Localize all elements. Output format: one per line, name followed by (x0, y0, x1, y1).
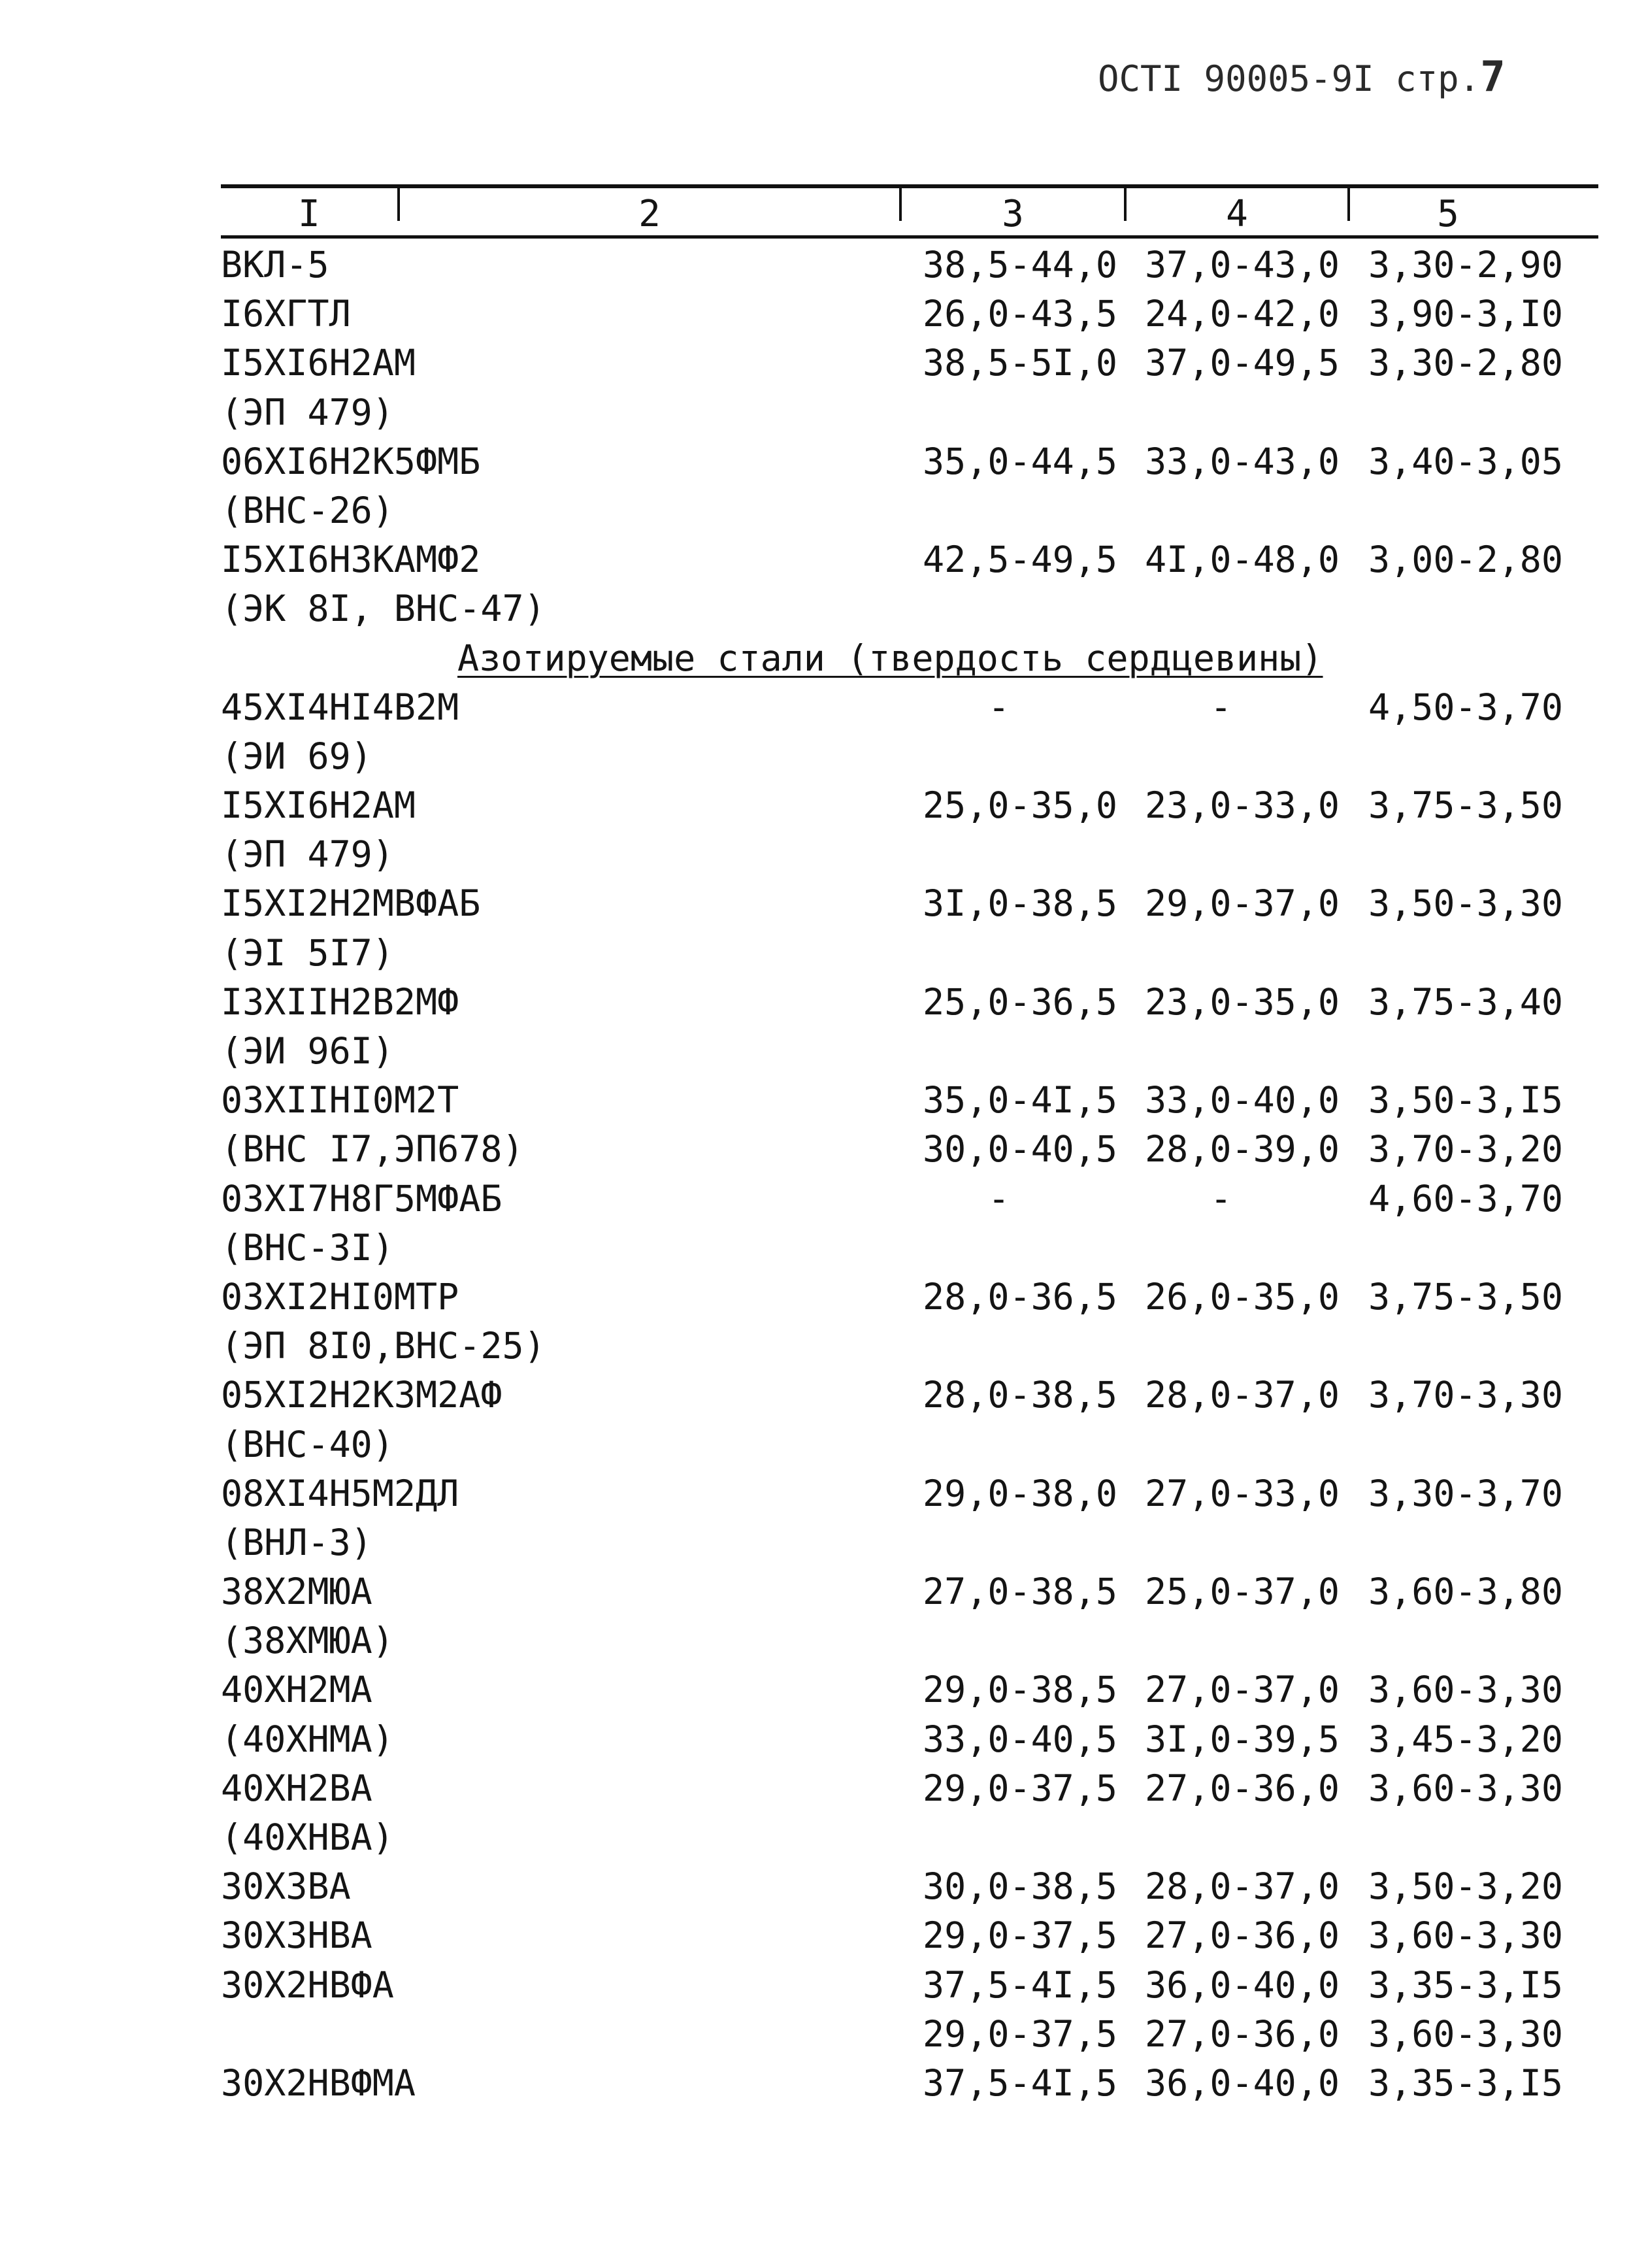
steel-grade-cell: (ЭП 479) (221, 833, 394, 876)
steel-grade-cell: (ВНС-26) (221, 489, 394, 531)
col3-value-cell: - (988, 686, 1010, 728)
col5-value-cell: 3,75-3,50 (1368, 1275, 1564, 1318)
col4-value-cell: - (1210, 686, 1232, 728)
table-row (0, 535, 1631, 584)
steel-grade-cell: I5ХI6Н2АМ (221, 342, 416, 384)
table-row (0, 929, 1631, 978)
column-header-2: 2 (638, 193, 661, 235)
steel-grade-cell: 08ХI4Н5М2ДЛ (221, 1472, 459, 1514)
col5-value-cell: 3,60-3,30 (1368, 1767, 1564, 1809)
table-row (0, 781, 1631, 830)
table-row (0, 437, 1631, 486)
table-row (0, 290, 1631, 339)
steel-grade-cell: 03ХI7Н8Г5МФАБ (221, 1177, 502, 1220)
steel-grade-cell: 30Х2НВФМА (221, 2061, 416, 2104)
col3-value-cell: 29,0-37,5 (923, 2012, 1118, 2055)
col3-value-cell: 25,0-36,5 (923, 980, 1118, 1023)
col4-value-cell: 26,0-35,0 (1145, 1275, 1340, 1318)
section-heading-row (0, 634, 1631, 683)
steel-grade-cell: (40ХНВА) (221, 1816, 394, 1858)
table-row (0, 1616, 1631, 1665)
table-row (0, 1027, 1631, 1076)
col3-value-cell: 33,0-40,5 (923, 1718, 1118, 1760)
table-row (0, 1224, 1631, 1273)
col3-value-cell: 26,0-43,5 (923, 293, 1118, 335)
col3-value-cell: 42,5-49,5 (923, 539, 1118, 581)
col4-value-cell: 27,0-33,0 (1145, 1472, 1340, 1514)
table-row (0, 2059, 1631, 2108)
col3-value-cell: - (988, 1177, 1010, 1220)
col3-value-cell: 29,0-37,5 (923, 1914, 1118, 1957)
col4-value-cell: 4I,0-48,0 (1145, 539, 1340, 581)
steel-grade-cell: (ВНС-40) (221, 1423, 394, 1465)
col3-value-cell: 38,5-5I,0 (923, 342, 1118, 384)
table-row (0, 241, 1631, 290)
col4-value-cell: 27,0-36,0 (1145, 1914, 1340, 1957)
col3-value-cell: 28,0-36,5 (923, 1275, 1118, 1318)
col5-value-cell: 3,60-3,30 (1368, 1669, 1564, 1711)
page-header (1098, 51, 1516, 103)
col4-value-cell: 23,0-33,0 (1145, 784, 1340, 827)
table-row (0, 1420, 1631, 1469)
steel-grade-cell: 40ХН2ВА (221, 1767, 372, 1809)
col5-value-cell: 3,30-2,80 (1368, 342, 1564, 384)
col5-value-cell: 3,45-3,20 (1368, 1718, 1564, 1760)
table-row (0, 388, 1631, 437)
col4-value-cell: 37,0-43,0 (1145, 244, 1340, 286)
col5-value-cell: 3,00-2,80 (1368, 539, 1564, 581)
steel-grade-cell: 40ХН2МА (221, 1669, 372, 1711)
steel-grade-cell: (ВНЛ-3) (221, 1521, 372, 1563)
steel-grade-cell: (ВНС I7,ЭП678) (221, 1128, 524, 1171)
col4-value-cell: 33,0-43,0 (1145, 440, 1340, 482)
steel-grade-cell: 45ХI4НI4В2М (221, 686, 459, 728)
col3-value-cell: 29,0-37,5 (923, 1767, 1118, 1809)
table-row (0, 830, 1631, 879)
col4-value-cell: 3I,0-39,5 (1145, 1718, 1340, 1760)
steel-grade-cell: (40ХНМА) (221, 1718, 394, 1760)
col3-value-cell: 38,5-44,0 (923, 244, 1118, 286)
table-row (0, 1175, 1631, 1224)
col3-value-cell: 3I,0-38,5 (923, 882, 1118, 925)
col4-value-cell: 25,0-37,0 (1145, 1571, 1340, 1613)
column-header-3: 3 (1002, 193, 1024, 235)
table-row (0, 1518, 1631, 1567)
col4-value-cell: 24,0-42,0 (1145, 293, 1340, 335)
col4-value-cell: 37,0-49,5 (1145, 342, 1340, 384)
table-row (0, 2010, 1631, 2059)
col5-value-cell: 3,60-3,30 (1368, 1914, 1564, 1957)
col5-value-cell: 3,30-3,70 (1368, 1472, 1564, 1514)
table-row (0, 1076, 1631, 1125)
col4-value-cell: 28,0-37,0 (1145, 1865, 1340, 1908)
col5-value-cell: 3,35-3,I5 (1368, 2061, 1564, 2104)
table-row (0, 1273, 1631, 1322)
steel-grade-cell: 03ХI2НI0МТР (221, 1275, 459, 1318)
table-row (0, 584, 1631, 633)
steel-grade-cell: (ЭП 479) (221, 391, 394, 433)
table-row (0, 1469, 1631, 1518)
steel-grade-cell: 30Х3ВА (221, 1865, 351, 1908)
table-row (0, 879, 1631, 928)
steel-grade-cell: I5ХI6Н2АМ (221, 784, 416, 827)
col3-value-cell: 37,5-4I,5 (923, 1963, 1118, 2006)
col3-value-cell: 29,0-38,0 (923, 1472, 1118, 1514)
steel-grade-cell: I5ХI2Н2МВФАБ (221, 882, 481, 925)
col3-value-cell: 35,0-44,5 (923, 440, 1118, 482)
column-header-1: I (298, 193, 320, 235)
col5-value-cell: 3,70-3,30 (1368, 1374, 1564, 1416)
col3-value-cell: 37,5-4I,5 (923, 2061, 1118, 2104)
col3-value-cell: 30,0-40,5 (923, 1128, 1118, 1171)
table-row (0, 978, 1631, 1027)
col4-value-cell: 28,0-39,0 (1145, 1128, 1340, 1171)
col3-value-cell: 25,0-35,0 (923, 784, 1118, 827)
steel-grade-cell: (ВНС-3I) (221, 1226, 394, 1269)
table-row (0, 1371, 1631, 1420)
column-header-5: 5 (1437, 193, 1459, 235)
steel-grade-cell: (ЭК 8I, ВНС-47) (221, 588, 546, 630)
table-row (0, 1567, 1631, 1616)
steel-grade-cell: 05ХI2Н2К3М2АФ (221, 1374, 502, 1416)
table-row (0, 683, 1631, 732)
table-row (0, 1125, 1631, 1174)
col3-value-cell: 27,0-38,5 (923, 1571, 1118, 1613)
col3-value-cell: 28,0-38,5 (923, 1374, 1118, 1416)
steel-grade-cell: 03ХIIНI0М2Т (221, 1079, 459, 1122)
steel-grade-cell: (ЭИ 96I) (221, 1030, 394, 1072)
page-number: 7 (1480, 53, 1506, 101)
table-row (0, 486, 1631, 535)
steel-grade-cell: ВКЛ-5 (221, 244, 329, 286)
col5-value-cell: 3,90-3,I0 (1368, 293, 1564, 335)
steel-grade-cell: 06ХI6Н2К5ФМБ (221, 440, 481, 482)
table-row (0, 1764, 1631, 1813)
col3-value-cell: 29,0-38,5 (923, 1669, 1118, 1711)
steel-grade-cell: (ЭИ 69) (221, 735, 372, 777)
steel-grade-cell: I5ХI6Н3КАМФ2 (221, 539, 481, 581)
table-row (0, 1862, 1631, 1911)
col5-value-cell: 3,50-3,20 (1368, 1865, 1564, 1908)
table-row (0, 1322, 1631, 1371)
col5-value-cell: 3,40-3,05 (1368, 440, 1564, 482)
col5-value-cell: 3,60-3,80 (1368, 1571, 1564, 1613)
steel-grade-cell: I6ХГТЛ (221, 293, 351, 335)
col4-value-cell: 23,0-35,0 (1145, 980, 1340, 1023)
table-row (0, 1961, 1631, 2010)
col5-value-cell: 3,70-3,20 (1368, 1128, 1564, 1171)
table-row (0, 1813, 1631, 1862)
col4-value-cell: 27,0-36,0 (1145, 2012, 1340, 2055)
table-row (0, 1715, 1631, 1764)
steel-grade-cell: (38ХМЮА) (221, 1620, 394, 1662)
col5-value-cell: 3,75-3,50 (1368, 784, 1564, 827)
table-row (0, 732, 1631, 781)
col5-value-cell: 4,50-3,70 (1368, 686, 1564, 728)
col5-value-cell: 3,30-2,90 (1368, 244, 1564, 286)
table-row (0, 1665, 1631, 1714)
section-title: Азотируемые стали (твердость сердцевины) (457, 637, 1323, 679)
col4-value-cell: 29,0-37,0 (1145, 882, 1340, 925)
col4-value-cell: 36,0-40,0 (1145, 2061, 1340, 2104)
table-body (0, 241, 1631, 2108)
steel-grade-cell: (ЭП 8I0,ВНС-25) (221, 1325, 546, 1367)
header-top-rule (221, 184, 1598, 188)
col4-value-cell: - (1210, 1177, 1232, 1220)
col5-value-cell: 3,35-3,I5 (1368, 1963, 1564, 2006)
col3-value-cell: 35,0-4I,5 (923, 1079, 1118, 1122)
col4-value-cell: 27,0-36,0 (1145, 1767, 1340, 1809)
steel-grade-cell: 30Х2НВФА (221, 1963, 394, 2006)
col5-value-cell: 3,50-3,I5 (1368, 1079, 1564, 1122)
steel-grade-cell: 30Х3НВА (221, 1914, 372, 1957)
col4-value-cell: 27,0-37,0 (1145, 1669, 1340, 1711)
table-row (0, 339, 1631, 388)
steel-grade-cell: 38Х2МЮА (221, 1571, 372, 1613)
col4-value-cell: 28,0-37,0 (1145, 1374, 1340, 1416)
col5-value-cell: 3,50-3,30 (1368, 882, 1564, 925)
col4-value-cell: 36,0-40,0 (1145, 1963, 1340, 2006)
doc-code: ОСТI 90005-9I стр. (1098, 58, 1481, 99)
column-header-4: 4 (1226, 193, 1248, 235)
steel-grade-cell: (ЭI 5I7) (221, 931, 394, 974)
table-row (0, 1911, 1631, 1960)
col4-value-cell: 33,0-40,0 (1145, 1079, 1340, 1122)
col5-value-cell: 4,60-3,70 (1368, 1177, 1564, 1220)
col3-value-cell: 30,0-38,5 (923, 1865, 1118, 1908)
steel-grade-cell: I3ХIIН2В2МФ (221, 980, 459, 1023)
col5-value-cell: 3,75-3,40 (1368, 980, 1564, 1023)
col5-value-cell: 3,60-3,30 (1368, 2012, 1564, 2055)
